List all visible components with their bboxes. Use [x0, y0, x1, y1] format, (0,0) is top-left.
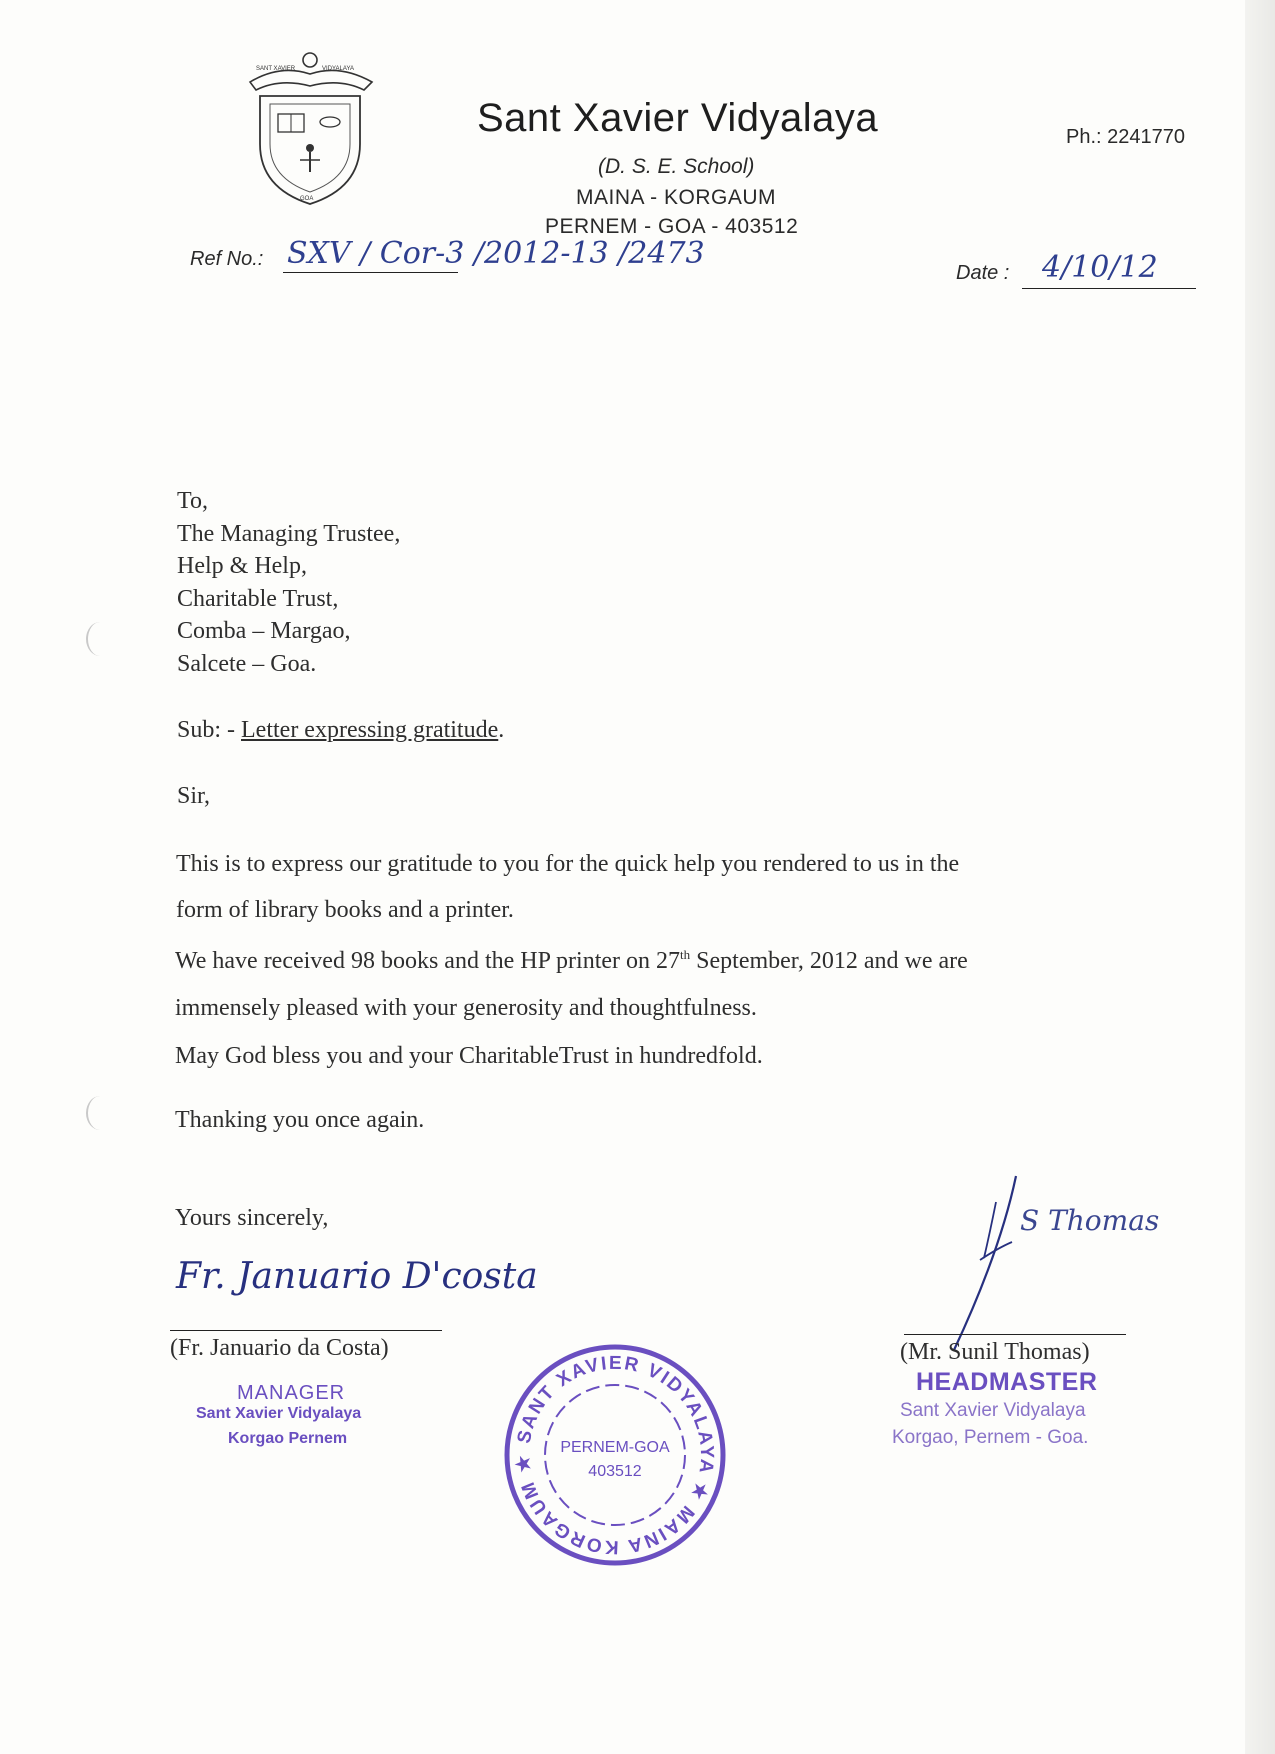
signatory-left-name: (Fr. Januario da Costa)	[170, 1335, 389, 1361]
recipient-block	[177, 489, 400, 684]
signature-left: Fr. Januario D'costa	[176, 1256, 538, 1297]
body-paragraph-2-line-2: immensely pleased with your generosity and thoughtfulness.	[175, 995, 757, 1021]
date-label: Date :	[956, 262, 1010, 284]
crest-banner-left: SANT XAVIER	[256, 66, 296, 72]
signature-right-line	[904, 1334, 1126, 1335]
body-paragraph-2-line-1	[175, 948, 968, 973]
recipient-line: Comba – Margao,	[177, 618, 351, 644]
recipient-line: Help & Help,	[177, 553, 307, 579]
signature-stroke-icon	[940, 1172, 1080, 1352]
date-value: 4/10/12	[1042, 250, 1158, 285]
ref-underline	[283, 272, 458, 273]
recipient-line: To,	[177, 488, 208, 514]
stamp-headmaster-title: HEADMASTER	[916, 1368, 1098, 1396]
address-line-2: PERNEM - GOA - 403512	[545, 215, 799, 238]
punch-hole-bottom	[86, 1096, 114, 1130]
p2-superscript: th	[680, 947, 691, 962]
body-paragraph-1-line-2: form of library books and a printer.	[176, 897, 514, 923]
stamp-headmaster-line-1: Sant Xavier Vidyalaya	[900, 1400, 1086, 1421]
subject-line	[177, 718, 504, 742]
subject-suffix: .	[498, 717, 505, 743]
recipient-line: Salcete – Goa.	[177, 650, 317, 677]
stamp-manager-line-1: Sant Xavier Vidyalaya	[196, 1405, 362, 1422]
p2-text-a: We have received 98 books and the HP printer on 27	[175, 948, 681, 974]
signature-right-stroke	[940, 1172, 1080, 1352]
seal-icon	[500, 1340, 730, 1570]
stamp-headmaster-line-2: Korgao, Pernem - Goa.	[892, 1427, 1089, 1448]
recipient-line: Charitable Trust,	[177, 585, 339, 612]
seal-ring-text: SANT XAVIER VIDYALAYA ★ MAINA KORGAUM ★	[512, 1352, 718, 1558]
stamp-manager-line-2: Korgao Pernem	[228, 1430, 348, 1447]
round-seal	[500, 1340, 730, 1570]
date-underline	[1022, 288, 1196, 289]
body-paragraph-4: Thanking you once again.	[175, 1107, 425, 1133]
school-name: Sant Xavier Vidyalaya	[477, 96, 879, 140]
stamp-manager-title: MANAGER	[237, 1382, 346, 1404]
signature-right: S Thomas	[1020, 1204, 1160, 1237]
p2-text-b: September, 2012 and we are	[690, 948, 968, 974]
signatory-right-name: (Mr. Sunil Thomas)	[900, 1339, 1090, 1365]
signature-left-line	[170, 1330, 442, 1331]
phone-number: Ph.: 2241770	[1066, 126, 1185, 148]
address-line-1: MAINA - KORGAUM	[576, 186, 777, 209]
salutation: Sir,	[177, 783, 211, 809]
closing: Yours sincerely,	[175, 1205, 329, 1231]
ref-number: SXV / Cor-3 /2012-13 /2473	[287, 236, 705, 271]
body-paragraph-3: May God bless you and your CharitableTrust in hundredfold.	[175, 1043, 763, 1069]
body-paragraph-1-line-1: This is to express our gratitude to you for the quick help you rendered to us in the	[176, 851, 960, 877]
paper-edge	[1245, 0, 1275, 1754]
crest-bottom-text: GOA	[300, 196, 314, 202]
seal-center-line-1: PERNEM-GOA	[560, 1439, 670, 1456]
crest-banner-right: VIDYALAYA	[322, 66, 355, 72]
school-crest-logo	[230, 48, 390, 208]
crest-icon	[230, 48, 390, 208]
seal-center-line-2: 403512	[588, 1463, 642, 1480]
subject-text: Letter expressing gratitude	[241, 717, 499, 743]
ref-label: Ref No.:	[190, 248, 264, 270]
school-type: (D. S. E. School)	[598, 155, 755, 178]
recipient-line: The Managing Trustee,	[177, 520, 401, 547]
subject-prefix: Sub: -	[177, 717, 242, 743]
punch-hole-top	[86, 622, 114, 656]
